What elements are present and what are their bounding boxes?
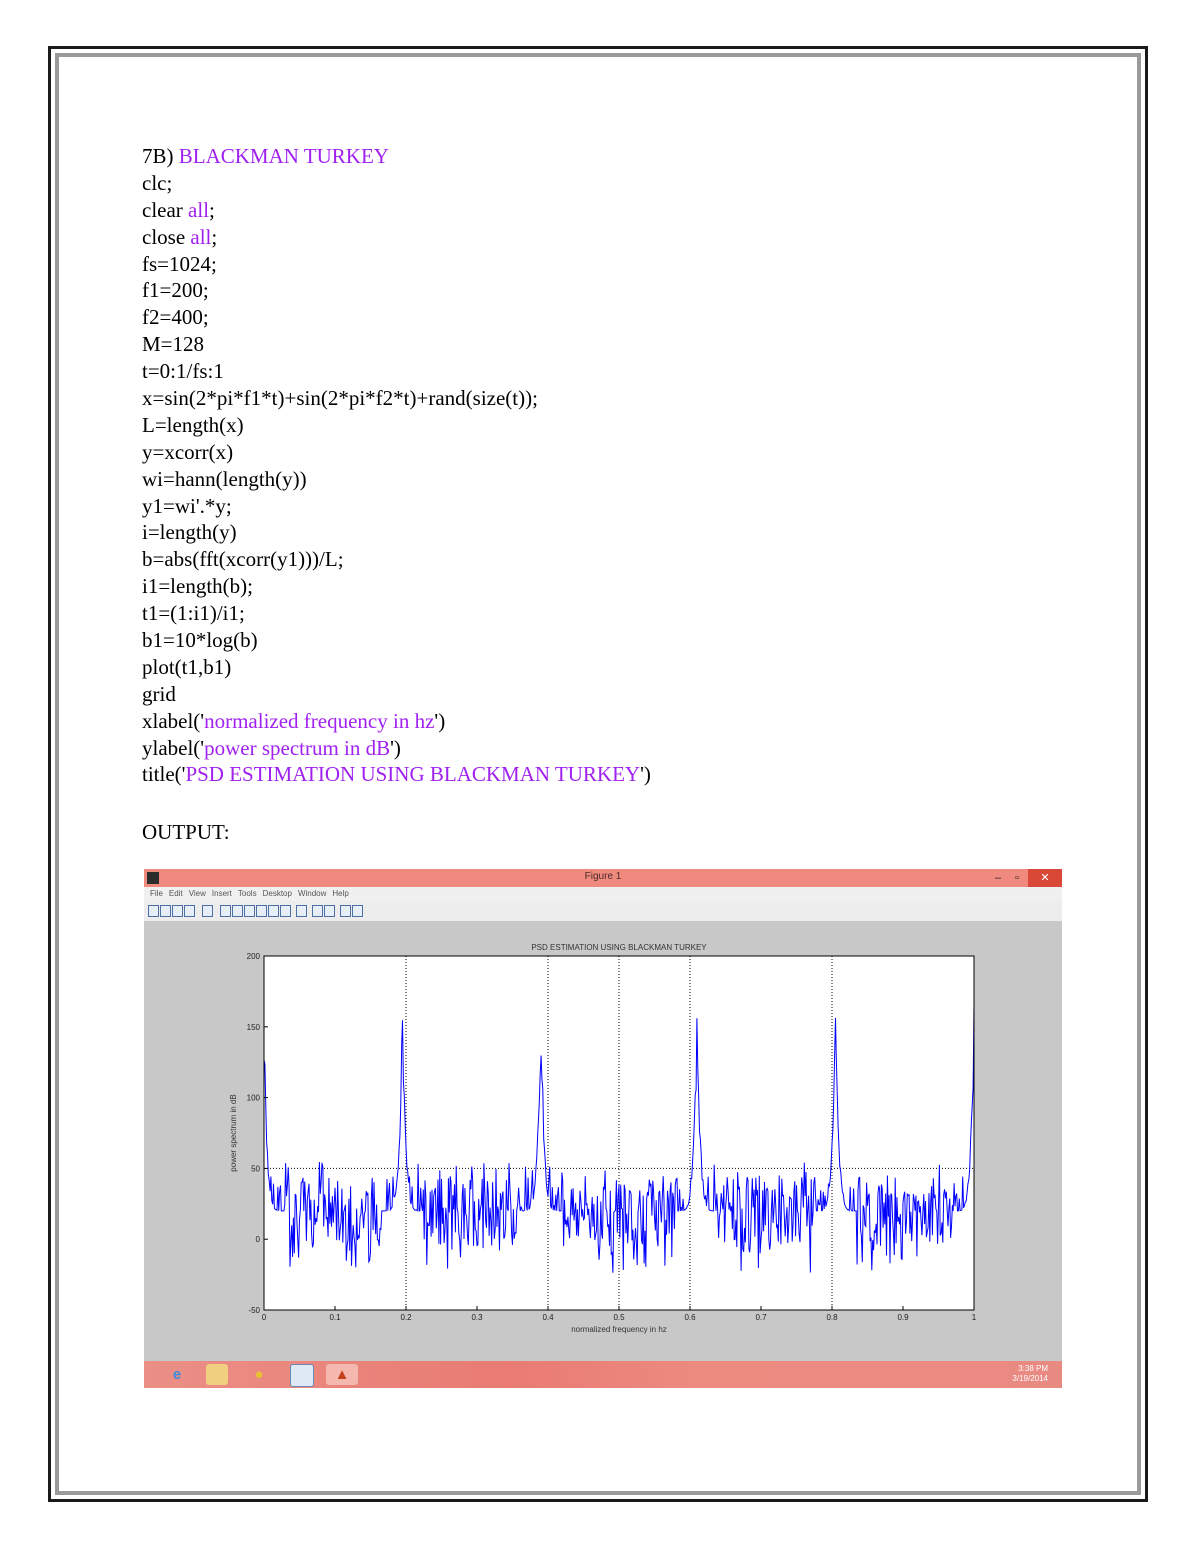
x-tick-label: 0.2 (400, 1313, 412, 1322)
code-line (142, 627, 651, 654)
code-text: b1=10*log(b) (142, 628, 258, 653)
menu-item-tools[interactable]: Tools (237, 889, 257, 898)
open-file-icon[interactable] (160, 905, 171, 917)
code-line (142, 519, 651, 546)
maximize-button[interactable]: ▫ (1015, 872, 1019, 884)
code-text: t1=(1:i1)/i1; (142, 601, 245, 626)
minimize-button[interactable]: – (994, 872, 1002, 884)
figure-menubar (144, 887, 1062, 901)
y-tick-label: 50 (251, 1164, 260, 1174)
brush-icon[interactable] (280, 905, 291, 917)
menu-item-desktop[interactable]: Desktop (262, 889, 292, 898)
x-tick-label: 0.1 (329, 1313, 341, 1322)
code-string: all (190, 224, 212, 249)
code-text: y1=wi'.*y; (142, 493, 232, 518)
chrome-icon[interactable]: ● (254, 1366, 264, 1383)
code-text: ylabel(' (142, 735, 205, 760)
figure-title: Figure 1 (584, 871, 622, 882)
code-string: PSD ESTIMATION USING BLACKMAN TURKEY (185, 762, 641, 787)
figure-titlebar (144, 869, 1062, 887)
x-tick-label: 0.6 (684, 1313, 696, 1322)
x-tick-label: 0 (261, 1313, 267, 1322)
code-text: y=xcorr(x) (142, 439, 234, 464)
code-line (142, 251, 651, 278)
code-line (142, 439, 651, 466)
code-string: normalized frequency in hz (204, 708, 435, 733)
menu-item-help[interactable]: Help (332, 889, 349, 898)
y-tick-label: -50 (248, 1306, 260, 1315)
hide-plot-tools-icon[interactable] (340, 905, 351, 917)
menu-item-window[interactable]: Window (297, 889, 327, 898)
code-string: power spectrum in dB (204, 735, 391, 760)
code-line (142, 331, 651, 358)
code-line (142, 654, 651, 681)
file-explorer-icon[interactable] (206, 1364, 228, 1385)
code-line (142, 493, 651, 520)
link-plot-icon[interactable] (296, 905, 307, 917)
code-line (142, 277, 651, 304)
edit-plot-icon[interactable] (202, 905, 213, 917)
code-text: ') (434, 708, 446, 733)
code-line (142, 735, 651, 762)
code-line (142, 385, 651, 412)
zoom-in-icon[interactable] (220, 905, 231, 917)
code-text: 7B) (142, 144, 179, 168)
code-line (142, 681, 651, 708)
code-line (142, 546, 651, 573)
close-button[interactable]: ✕ (1028, 869, 1062, 887)
code-text: i1=length(b); (142, 574, 253, 599)
code-line (142, 466, 651, 493)
data-cursor-icon[interactable] (268, 905, 279, 917)
code-text: wi=hann(length(y)) (142, 466, 307, 491)
output-label: OUTPUT: (142, 820, 230, 844)
x-tick-label: 0.8 (826, 1313, 838, 1322)
y-tick-label: 100 (246, 1093, 260, 1103)
y-tick-label: 0 (255, 1235, 260, 1245)
clock-date: 3/19/2014 (1012, 1374, 1048, 1383)
code-line (142, 412, 651, 439)
code-text: ; (209, 197, 215, 222)
show-plot-tools-icon[interactable] (352, 905, 363, 917)
code-text: title(' (142, 762, 186, 787)
x-tick-label: 0.5 (613, 1313, 625, 1322)
pan-icon[interactable] (244, 905, 255, 917)
x-tick-label: 0.9 (897, 1313, 909, 1322)
insert-legend-icon[interactable] (324, 905, 335, 917)
zoom-out-icon[interactable] (232, 905, 243, 917)
code-text: close (142, 224, 191, 249)
x-tick-label: 0.7 (755, 1313, 767, 1322)
code-line (142, 224, 651, 251)
code-text: ') (640, 762, 651, 787)
psd-plot (144, 869, 1062, 1361)
code-line (142, 761, 651, 788)
matlab-taskbar-icon[interactable]: ▲ (326, 1364, 358, 1385)
code-text: f2=400; (142, 305, 209, 330)
new-figure-icon[interactable] (148, 905, 159, 917)
code-text: ; (211, 224, 218, 249)
y-axis-label: power spectrum in dB (229, 1094, 238, 1172)
windows-taskbar (144, 1361, 1062, 1388)
code-text: clc; (142, 170, 173, 195)
menu-item-edit[interactable]: Edit (168, 889, 183, 898)
insert-colorbar-icon[interactable] (312, 905, 323, 917)
save-icon[interactable] (172, 905, 183, 917)
matlab-code-listing (142, 143, 651, 788)
code-text: i=length(y) (142, 520, 237, 545)
clock-time: 3:38 PM (1018, 1364, 1048, 1373)
internet-explorer-icon[interactable]: e (172, 1366, 182, 1383)
code-text: grid (142, 681, 176, 706)
code-text: t=0:1/fs:1 (142, 359, 224, 384)
code-text: ') (390, 735, 401, 760)
code-text: L=length(x) (142, 412, 244, 437)
figure-toolbar (144, 901, 1062, 922)
code-string: BLACKMAN TURKEY (178, 144, 389, 168)
code-text: M=128 (142, 332, 205, 357)
matlab-figure-screenshot (144, 869, 1062, 1388)
code-text: f1=200; (142, 278, 209, 303)
y-tick-label: 150 (246, 1022, 260, 1032)
menu-item-file[interactable]: File (150, 889, 163, 898)
x-axis-label: normalized frequency in hz (571, 1325, 667, 1334)
code-text: x=sin(2*pi*f1*t)+sin(2*pi*f2*t)+rand(size(t)); (142, 386, 538, 411)
code-text: xlabel(' (142, 708, 205, 733)
rotate-icon[interactable] (256, 905, 267, 917)
code-line (142, 600, 651, 627)
system-clock (1012, 1364, 1048, 1384)
code-string: all (188, 197, 210, 222)
x-tick-label: 0.4 (542, 1313, 554, 1322)
code-text: clear (142, 197, 189, 222)
code-text: fs=1024; (142, 251, 217, 276)
code-line (142, 197, 651, 224)
x-tick-label: 1 (971, 1313, 977, 1322)
code-line (142, 708, 651, 735)
menu-item-insert[interactable]: Insert (211, 889, 232, 898)
print-icon[interactable] (184, 905, 195, 917)
code-line (142, 304, 651, 331)
y-tick-label: 200 (246, 952, 260, 961)
code-text: b=abs(fft(xcorr(y1)))/L; (142, 547, 344, 572)
menu-item-view[interactable]: View (188, 889, 206, 898)
code-line (142, 170, 651, 197)
x-tick-label: 0.3 (471, 1313, 483, 1322)
code-line (142, 573, 651, 600)
code-line (142, 143, 651, 170)
code-text: plot(t1,b1) (142, 654, 232, 679)
code-line (142, 358, 651, 385)
word-icon[interactable] (290, 1364, 314, 1387)
chart-title: PSD ESTIMATION USING BLACKMAN TURKEY (531, 943, 707, 952)
